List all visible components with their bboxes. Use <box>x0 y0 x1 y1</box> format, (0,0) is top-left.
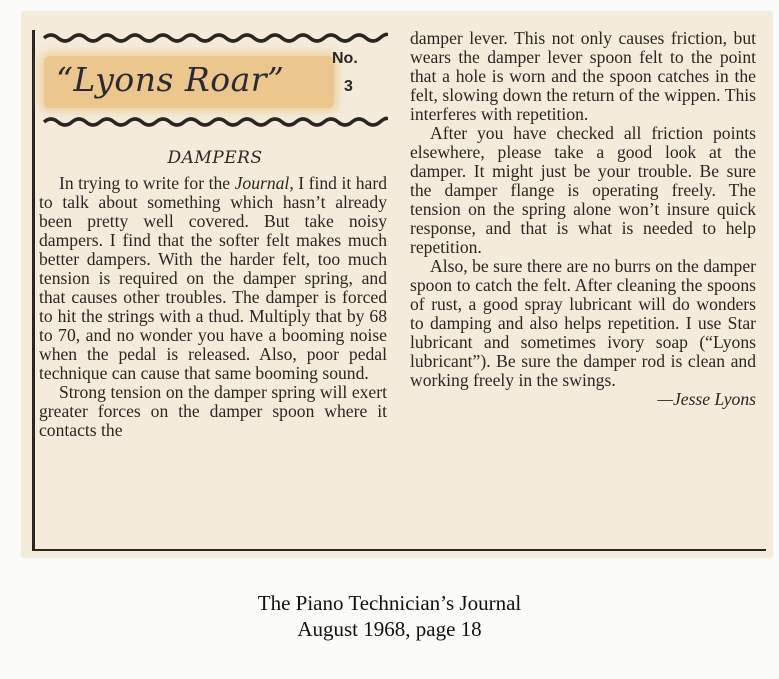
issue-number: 3 <box>344 78 353 95</box>
caption-publication: The Piano Technician’s Journal <box>257 591 522 615</box>
paragraph <box>410 29 756 124</box>
bottom-border-rule <box>32 549 766 551</box>
paragraph-text: Also, be sure there are no burrs on the damper spoon to catch the felt. After cleaning the spoons of rust, a good spray lubricant will do wonders to damping and also helps repetition. I use Star lubricant and sometimes ivory soap (“Lyons lubricant”). Be sure the damper rod is clean and working freely in the swings. <box>410 256 756 390</box>
paragraph <box>39 383 387 440</box>
caption-date-page: August 1968, page 18 <box>297 617 482 641</box>
journal-emphasis: Journal <box>234 173 290 193</box>
article-clipping <box>22 12 772 557</box>
article-heading: DAMPERS <box>167 148 263 168</box>
paragraph <box>410 124 756 257</box>
paragraph-text: After you have checked all friction points elsewhere, please take a good look at the damper. It might just be your trouble. Be sure the damper flange is operating freely. The tension on the spring alone won’t insure quick response, and that is what is needed to help repetition. <box>410 123 756 257</box>
paragraph-text: In trying to write for the Journal, I find it hard to talk about something which hasn’t already been pretty well covered. But take noisy dampers. I find that the softer felt makes much better dampers. With the harder felt, too much tension is required on the damper spring, and that causes other troubles. The damper is forced to hit the strings with a thud. Multiply that by 68 to 70, and no wonder you have a booming noise when the pedal is released. Also, poor pedal technique can cause that same booming sound. <box>39 173 388 383</box>
article-column-left <box>39 174 387 440</box>
article-column-right <box>410 29 756 409</box>
author-signature: —Jesse Lyons <box>657 389 756 409</box>
paragraph <box>39 174 387 383</box>
masthead <box>42 30 388 130</box>
issue-label: No. <box>332 50 358 67</box>
paragraph <box>410 257 756 390</box>
left-border-rule <box>32 30 35 550</box>
paragraph-text: Strong tension on the damper spring will exert greater forces on the damper spoon where it contacts the <box>39 382 387 440</box>
paragraph-text: damper lever. This not only causes friction, but wears the damper lever spoon felt to the point that a hole is worn and the spoon catches in the felt, slowing down the return of the wippen. This interferes with repetition. <box>410 28 756 124</box>
column-title: “Lyons Roar” <box>56 60 285 99</box>
source-caption <box>0 590 779 642</box>
